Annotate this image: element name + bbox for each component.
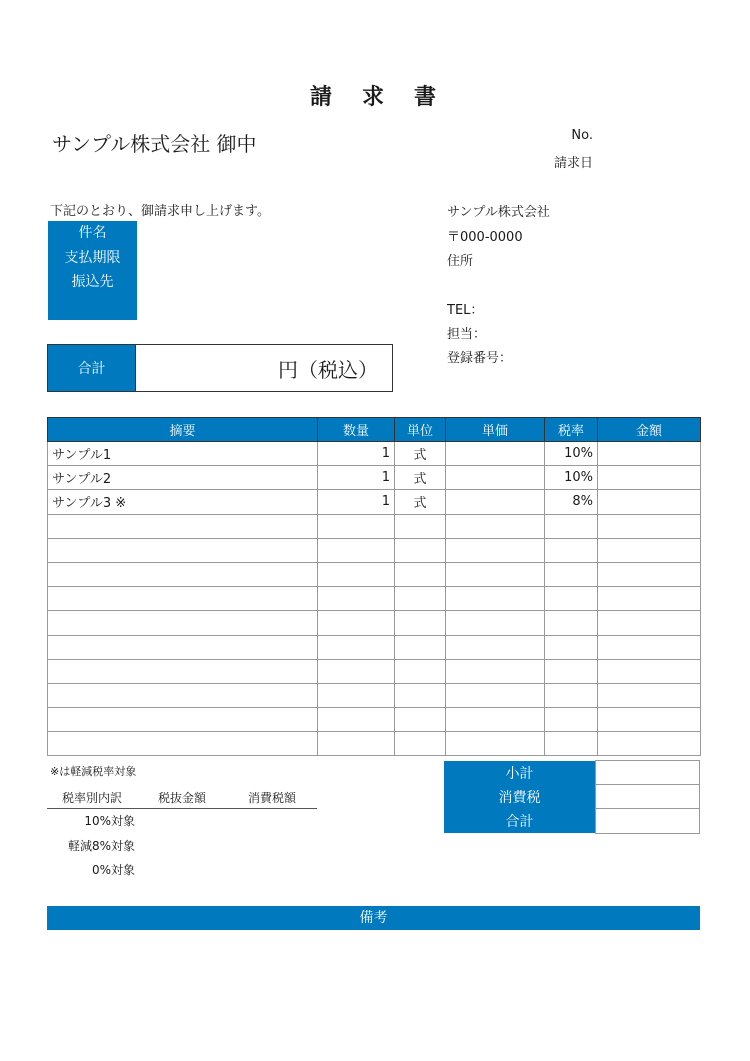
- cell-unit: [395, 587, 446, 611]
- breakdown-row: [47, 858, 317, 883]
- breakdown-row: [47, 809, 317, 834]
- cell-tax-rate: 8%: [545, 490, 598, 514]
- invoice-date-label: 請求日: [553, 156, 593, 171]
- bank-label: 振込先: [71, 274, 114, 290]
- client-name: サンプル株式会社 御中: [52, 132, 257, 156]
- header-unit: 単位: [395, 418, 446, 442]
- cell-tax-rate: [545, 635, 598, 659]
- cell-unit: [395, 562, 446, 586]
- breakdown-header-tax: 消費税額: [247, 790, 296, 805]
- cell-unit: 式: [395, 466, 446, 490]
- cell-unit-price: [446, 514, 545, 538]
- cell-unit: [395, 683, 446, 707]
- cell-quantity: [318, 635, 395, 659]
- cell-amount: [598, 732, 701, 756]
- grand-total-label: 合計: [444, 809, 596, 833]
- cell-unit-price: [446, 538, 545, 562]
- cell-amount: [598, 708, 701, 732]
- cell-tax-rate: [545, 562, 598, 586]
- subject-label: 件名: [78, 225, 107, 241]
- items-table: [47, 417, 701, 756]
- cell-quantity: [318, 683, 395, 707]
- subtotal-label: 小計: [444, 761, 596, 785]
- cell-unit: [395, 514, 446, 538]
- sender-address-label: 住所: [447, 254, 474, 269]
- cell-quantity: [318, 514, 395, 538]
- cell-tax-rate: [545, 659, 598, 683]
- sender-tel-label: TEL：: [447, 303, 484, 318]
- breakdown-rate-label: 軽減8%対象: [67, 838, 135, 853]
- table-row: [48, 732, 701, 756]
- table-row: [48, 611, 701, 635]
- cell-unit: 式: [395, 442, 446, 466]
- cell-tax-rate: [545, 732, 598, 756]
- cell-unit: [395, 635, 446, 659]
- items-header-row: [48, 418, 701, 442]
- cell-description: [48, 587, 318, 611]
- cell-amount: [598, 538, 701, 562]
- cell-unit-price: [446, 466, 545, 490]
- cell-unit-price: [446, 708, 545, 732]
- header-unit-price: 単価: [446, 418, 545, 442]
- total-unit: 円（税込）: [278, 357, 378, 382]
- total-box: [47, 344, 393, 392]
- cell-amount: [598, 442, 701, 466]
- cell-description: [48, 659, 318, 683]
- table-row: [48, 635, 701, 659]
- cell-tax-rate: [545, 611, 598, 635]
- cell-description: [48, 732, 318, 756]
- cell-unit-price: [446, 683, 545, 707]
- cell-unit-price: [446, 635, 545, 659]
- cell-unit: [395, 611, 446, 635]
- remarks-header: 備考: [47, 906, 700, 930]
- cell-description: [48, 708, 318, 732]
- cell-quantity: 1: [318, 490, 395, 514]
- cell-quantity: [318, 538, 395, 562]
- cell-tax-rate: [545, 683, 598, 707]
- cell-amount: [598, 490, 701, 514]
- sender-staff-label: 担当：: [447, 327, 487, 342]
- cell-amount: [598, 514, 701, 538]
- cell-tax-rate: [545, 538, 598, 562]
- table-row: [48, 514, 701, 538]
- total-label: 合計: [48, 345, 136, 391]
- grand-total-value: [596, 809, 700, 833]
- table-row: [48, 708, 701, 732]
- table-row: [48, 442, 701, 466]
- tax-breakdown: [47, 786, 317, 883]
- summary-row-total: [444, 809, 700, 833]
- breakdown-header-net: 税抜金額: [157, 790, 206, 805]
- invoice-number-label: No.: [571, 128, 593, 143]
- cell-amount: [598, 635, 701, 659]
- consumption-tax-label: 消費税: [444, 785, 596, 809]
- cell-unit-price: [446, 587, 545, 611]
- cell-description: サンプル1: [48, 442, 318, 466]
- cell-description: [48, 514, 318, 538]
- sender-postal: 〒000-0000: [447, 230, 523, 245]
- summary-row-tax: [444, 785, 700, 809]
- info-label-block: [48, 221, 137, 320]
- table-row: [48, 683, 701, 707]
- cell-unit: [395, 732, 446, 756]
- breakdown-rate-label: 10%対象: [84, 814, 135, 828]
- cell-amount: [598, 659, 701, 683]
- cell-description: [48, 683, 318, 707]
- cell-amount: [598, 683, 701, 707]
- cell-description: [48, 611, 318, 635]
- cell-unit-price: [446, 442, 545, 466]
- breakdown-header-rate: 税率別内訳: [61, 790, 122, 805]
- cell-unit-price: [446, 490, 545, 514]
- cell-quantity: [318, 732, 395, 756]
- cell-unit: [395, 538, 446, 562]
- cell-quantity: 1: [318, 442, 395, 466]
- cell-quantity: [318, 562, 395, 586]
- sender-registration-label: 登録番号：: [447, 351, 513, 366]
- cell-quantity: [318, 708, 395, 732]
- cell-amount: [598, 611, 701, 635]
- page-title: 請 求 書: [309, 85, 440, 110]
- cell-tax-rate: 10%: [545, 442, 598, 466]
- subtotal-value: [596, 761, 700, 785]
- cell-amount: [598, 466, 701, 490]
- cell-description: サンプル2: [48, 466, 318, 490]
- cell-amount: [598, 562, 701, 586]
- cell-unit-price: [446, 611, 545, 635]
- due-date-label: 支払期限: [64, 249, 121, 266]
- cell-description: [48, 562, 318, 586]
- cell-description: [48, 635, 318, 659]
- table-row: [48, 490, 701, 514]
- table-row: [48, 659, 701, 683]
- cell-tax-rate: [545, 708, 598, 732]
- cell-quantity: [318, 611, 395, 635]
- cell-quantity: 1: [318, 466, 395, 490]
- breakdown-row: [47, 834, 317, 859]
- cell-description: [48, 538, 318, 562]
- header-description: 摘要: [48, 418, 318, 442]
- breakdown-header: [47, 786, 317, 809]
- cell-tax-rate: [545, 514, 598, 538]
- sender-company: サンプル株式会社: [447, 205, 550, 220]
- breakdown-rate-label: 0%対象: [91, 863, 135, 877]
- consumption-tax-value: [596, 785, 700, 809]
- cell-unit-price: [446, 732, 545, 756]
- cell-tax-rate: [545, 587, 598, 611]
- header-quantity: 数量: [318, 418, 395, 442]
- reduced-tax-note: ※は軽減税率対象: [50, 765, 137, 778]
- summary-row-subtotal: [444, 761, 700, 785]
- cell-unit: 式: [395, 490, 446, 514]
- table-row: [48, 538, 701, 562]
- cell-unit-price: [446, 659, 545, 683]
- table-row: [48, 562, 701, 586]
- summary-table: [444, 760, 700, 834]
- intro-text: 下記のとおり、御請求申し上げます。: [50, 204, 270, 219]
- cell-quantity: [318, 587, 395, 611]
- header-tax-rate: 税率: [545, 418, 598, 442]
- table-row: [48, 466, 701, 490]
- cell-unit-price: [446, 562, 545, 586]
- header-amount: 金額: [598, 418, 701, 442]
- cell-amount: [598, 587, 701, 611]
- cell-unit: [395, 659, 446, 683]
- cell-description: サンプル3 ※: [48, 490, 318, 514]
- cell-unit: [395, 708, 446, 732]
- cell-tax-rate: 10%: [545, 466, 598, 490]
- table-row: [48, 587, 701, 611]
- cell-quantity: [318, 659, 395, 683]
